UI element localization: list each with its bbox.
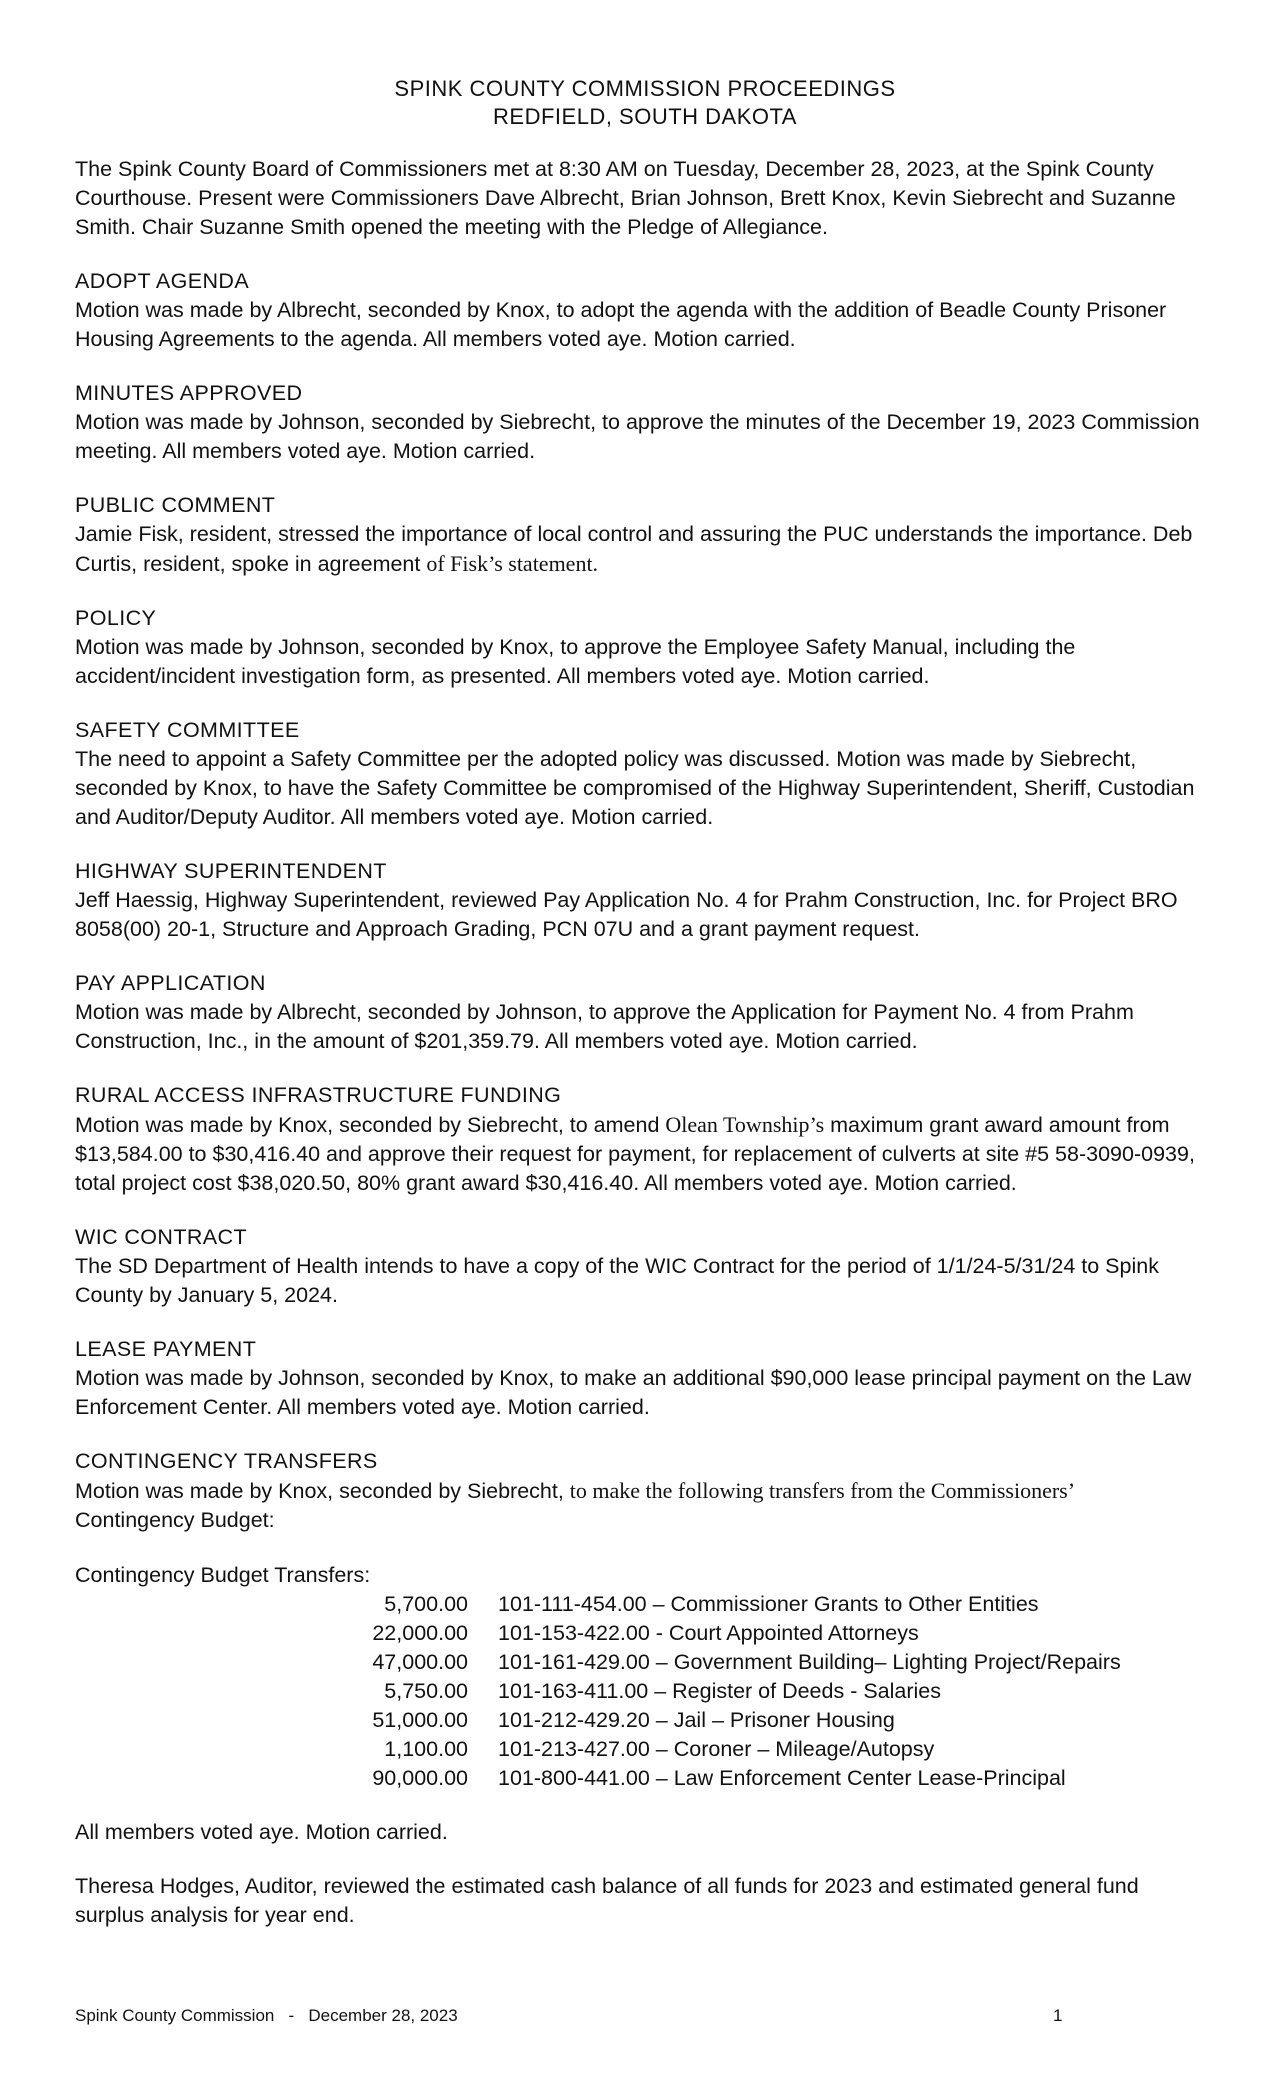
transfer-amount: 1,100.00 <box>384 1737 468 1761</box>
section-body: Jeff Haessig, Highway Superintendent, reviewed Pay Application No. 4 for Prahm Construction, Inc. for Project BRO 8058(00) 20-1, Structure and Approach Grading, PCN 07U and a grant payment request. <box>75 888 1178 941</box>
transfer-amount: 90,000.00 <box>372 1766 468 1790</box>
table-row <box>360 1648 1121 1677</box>
body-text-serif: Olean Township’s <box>665 1112 825 1137</box>
section-policy <box>75 604 1205 691</box>
section-adopt-agenda <box>75 267 1205 354</box>
footer-text: Spink County Commission - December 28, 2023 <box>75 2006 458 2025</box>
section-heading: WIC CONTRACT <box>75 1225 248 1249</box>
section-heading: LEASE PAYMENT <box>75 1337 257 1361</box>
section-body <box>75 520 1205 579</box>
section-body <box>75 1476 1205 1535</box>
transfer-account: 101-161-429.00 – Government Building– Lighting Project/Repairs <box>498 1650 1121 1674</box>
section-body: Motion was made by Johnson, seconded by Siebrecht, to approve the minutes of the December 19, 2023 Commission meeting. All members voted aye. Motion carried. <box>75 410 1200 463</box>
transfer-amount: 22,000.00 <box>372 1621 468 1645</box>
table-row <box>360 1735 1121 1764</box>
section-rural-access <box>75 1081 1205 1198</box>
document-title <box>85 75 1205 131</box>
section-heading: SAFETY COMMITTEE <box>75 718 300 742</box>
body-text: Jamie Fisk, resident, stressed the importance of local control and assuring the PUC understands the importance. Deb Curtis, resident, spoke in agreement <box>75 522 1193 576</box>
table-row <box>360 1619 1121 1648</box>
document-page <box>75 75 1205 1930</box>
section-highway-superintendent <box>75 857 1205 944</box>
section-body: The SD Department of Health intends to have a copy of the WIC Contract for the period of 1/1/24-5/31/24 to Spink County by January 5, 2024. <box>75 1254 1159 1307</box>
section-heading: ADOPT AGENDA <box>75 269 250 293</box>
section-heading: RURAL ACCESS INFRASTRUCTURE FUNDING <box>75 1083 562 1107</box>
page-number: 1 <box>1053 2006 1063 2025</box>
page-footer <box>75 2006 1075 2026</box>
body-text-serif: to make the following transfers from the Commissioners’ <box>569 1478 1076 1503</box>
section-heading: CONTINGENCY TRANSFERS <box>75 1449 378 1473</box>
table-row <box>360 1590 1121 1619</box>
body-text: Motion was made by Knox, seconded by Siebrecht, <box>75 1479 570 1503</box>
body-text: Motion was made by Knox, seconded by Siebrecht, to amend <box>75 1113 666 1137</box>
auditor-paragraph: Theresa Hodges, Auditor, reviewed the estimated cash balance of all funds for 2023 and estimated general fund surplus analysis for year end. <box>75 1874 1139 1927</box>
section-body <box>75 1110 1205 1198</box>
transfer-account: 101-153-422.00 - Court Appointed Attorneys <box>498 1621 919 1645</box>
section-lease-payment <box>75 1335 1205 1422</box>
title-line-2: REDFIELD, SOUTH DAKOTA <box>493 104 797 129</box>
intro-paragraph: The Spink County Board of Commissioners met at 8:30 AM on Tuesday, December 28, 2023, at the Spink County Courthouse. Present were Commissioners Dave Albrecht, Brian Johnson, Brett Knox, Kevin Siebrecht and Suzanne Smith. Chair Suzanne Smith opened the meeting with the Pledge of Allegiance. <box>75 157 1176 239</box>
body-text-serif: of Fisk’s statement. <box>426 551 599 576</box>
transfer-amount: 5,700.00 <box>384 1592 468 1616</box>
section-public-comment <box>75 491 1205 579</box>
table-row <box>360 1706 1121 1735</box>
transfer-amount: 5,750.00 <box>384 1679 468 1703</box>
section-heading: PUBLIC COMMENT <box>75 493 276 517</box>
section-heading: POLICY <box>75 606 157 630</box>
transfer-account: 101-213-427.00 – Coroner – Mileage/Autopsy <box>498 1737 935 1761</box>
section-body: The need to appoint a Safety Committee per the adopted policy was discussed. Motion was made by Siebrecht, seconded by Knox, to have the Safety Committee be compromised of the Highway Superintendent, Sheriff, Custodian and Auditor/Deputy Auditor. All members voted aye. Motion carried. <box>75 747 1195 829</box>
section-safety-committee <box>75 716 1205 832</box>
contingency-vote: All members voted aye. Motion carried. <box>75 1820 448 1844</box>
section-heading: HIGHWAY SUPERINTENDENT <box>75 859 387 883</box>
transfer-account: 101-212-429.20 – Jail – Prisoner Housing <box>498 1708 895 1732</box>
section-heading: PAY APPLICATION <box>75 971 266 995</box>
section-wic-contract <box>75 1223 1205 1310</box>
transfer-account: 101-800-441.00 – Law Enforcement Center Lease-Principal <box>498 1766 1066 1790</box>
section-heading: MINUTES APPROVED <box>75 381 303 405</box>
body-text: maximum grant award amount from $13,584.00 to $30,416.40 and approve their request for payment, for replacement of culverts at site #5 58-3090-0939, total project cost $38,020.50, 80% grant award $30,416.40. All members voted aye. Motion carried. <box>75 1113 1195 1195</box>
table-row <box>360 1677 1121 1706</box>
transfer-amount: 51,000.00 <box>372 1708 468 1732</box>
body-text: Contingency Budget: <box>75 1508 275 1532</box>
transfers-label: Contingency Budget Transfers: <box>75 1563 371 1587</box>
transfer-amount: 47,000.00 <box>372 1650 468 1674</box>
section-body: Motion was made by Johnson, seconded by Knox, to approve the Employee Safety Manual, including the accident/incident investigation form, as presented. All members voted aye. Motion carried. <box>75 635 1076 688</box>
transfer-account: 101-163-411.00 – Register of Deeds - Salaries <box>498 1679 941 1703</box>
section-body: Motion was made by Albrecht, seconded by Johnson, to approve the Application for Payment No. 4 from Prahm Construction, Inc., in the amount of $201,359.79. All members voted aye. Motion carried. <box>75 1000 1134 1053</box>
section-contingency-transfers <box>75 1447 1205 1847</box>
table-row <box>360 1764 1121 1793</box>
section-pay-application <box>75 969 1205 1056</box>
title-line-1: SPINK COUNTY COMMISSION PROCEEDINGS <box>394 76 896 101</box>
section-minutes-approved <box>75 379 1205 466</box>
section-body: Motion was made by Johnson, seconded by Knox, to make an additional $90,000 lease principal payment on the Law Enforcement Center. All members voted aye. Motion carried. <box>75 1366 1192 1419</box>
section-body: Motion was made by Albrecht, seconded by Knox, to adopt the agenda with the addition of Beadle County Prisoner Housing Agreements to the agenda. All members voted aye. Motion carried. <box>75 298 1167 351</box>
transfers-table <box>360 1590 1121 1793</box>
transfer-account: 101-111-454.00 – Commissioner Grants to Other Entities <box>498 1592 1039 1616</box>
